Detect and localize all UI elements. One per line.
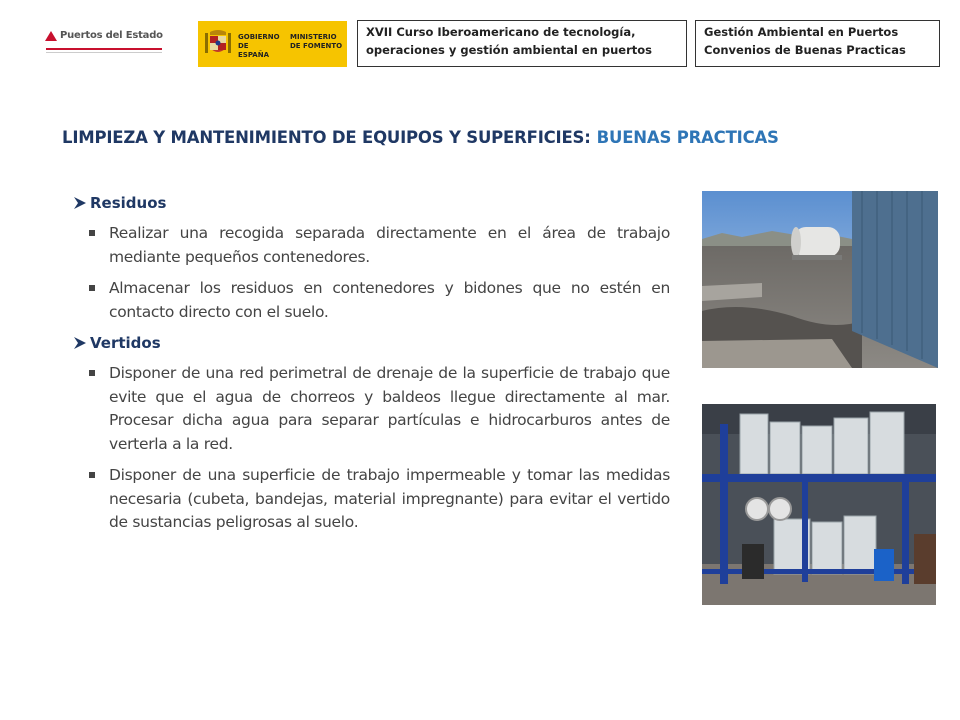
section-heading-vertidos bbox=[72, 332, 670, 354]
list-item-text: Realizar una recogida separada directamente en el área de trabajo mediante pequeños contenedores. bbox=[109, 224, 670, 266]
list-item bbox=[72, 277, 670, 324]
list-item bbox=[72, 362, 670, 456]
topic-line1: Gestión Ambiental en Puertos bbox=[704, 25, 899, 39]
list-item-text: Disponer de una superficie de trabajo impermeable y tomar las medidas necesaria (cubeta, bandejas, material impregnante) para evitar el vertido de sustancias peligrosas al suelo. bbox=[109, 466, 670, 531]
gobierno-line1: GOBIERNO bbox=[238, 33, 280, 41]
square-bullet-icon bbox=[89, 285, 95, 291]
course-title-line2: operaciones y gestión ambiental en puertos bbox=[366, 43, 652, 57]
slide-title bbox=[62, 128, 779, 147]
logo-rule-red bbox=[46, 48, 162, 50]
puertos-logo-text: Puertos del Estado bbox=[60, 30, 163, 41]
photo-yard-tank bbox=[702, 191, 938, 368]
list-item-text: Almacenar los residuos en contenedores y bidones que no estén en contacto directo con el suelo. bbox=[109, 279, 670, 321]
gobierno-ministerio-logo bbox=[198, 21, 347, 67]
slide-title-main: LIMPIEZA Y MANTENIMIENTO DE EQUIPOS Y SUPERFICIES: bbox=[62, 128, 591, 147]
square-bullet-icon bbox=[89, 230, 95, 236]
puertos-logo-mark-icon bbox=[44, 29, 58, 43]
section-heading-text: Vertidos bbox=[90, 334, 161, 352]
list-item-text: Disponer de una red perimetral de drenaje de la superficie de trabajo que evite que el agua de chorreos y baldeos llegue directamente al mar. Procesar dicha agua para separar partículas e hidrocarburos antes de verterla a la red. bbox=[109, 364, 670, 453]
square-bullet-icon bbox=[89, 370, 95, 376]
puertos-del-estado-logo bbox=[44, 26, 164, 66]
spain-coat-of-arms-icon bbox=[205, 29, 231, 59]
list-item bbox=[72, 222, 670, 269]
gobierno-line2: DE ESPAÑA bbox=[238, 42, 270, 59]
course-title-box bbox=[357, 20, 687, 67]
section-heading-residuos bbox=[72, 192, 670, 214]
gobierno-text bbox=[238, 33, 282, 60]
topic-line2: Convenios de Buenas Practicas bbox=[704, 43, 906, 57]
slide-title-accent: BUENAS PRACTICAS bbox=[596, 128, 779, 147]
ministerio-line2: DE FOMENTO bbox=[290, 42, 343, 50]
topic-box bbox=[695, 20, 940, 67]
ministerio-line1: MINISTERIO bbox=[290, 33, 337, 41]
ministerio-text bbox=[290, 33, 345, 51]
logo-rule-grey bbox=[46, 52, 162, 53]
list-item bbox=[72, 464, 670, 535]
photo-tank-racks bbox=[702, 404, 936, 605]
course-title-line1: XVII Curso Iberoamericano de tecnología, bbox=[366, 25, 636, 39]
section-heading-text: Residuos bbox=[90, 194, 167, 212]
square-bullet-icon bbox=[89, 472, 95, 478]
arrow-bullet-icon bbox=[72, 196, 88, 210]
arrow-bullet-icon bbox=[72, 336, 88, 350]
content-body bbox=[72, 192, 670, 543]
